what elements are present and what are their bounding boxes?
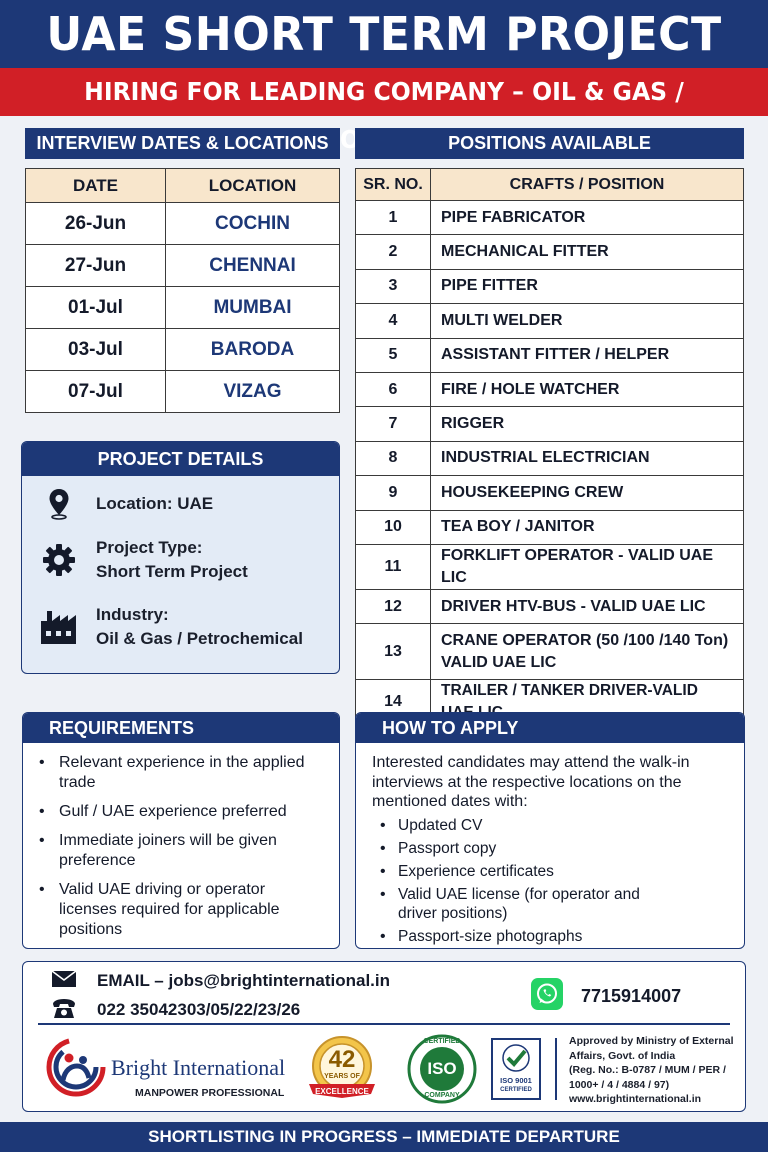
table-row (26, 329, 340, 371)
table-row (356, 304, 744, 338)
page-title: UAE SHORT TERM PROJECT (46, 7, 722, 61)
requirements-title: REQUIREMENTS (23, 713, 339, 743)
position-name: DRIVER HTV-BUS - VALID UAE LIC (431, 589, 744, 623)
project-location (22, 488, 339, 520)
list-item: • Passport copy (356, 839, 654, 858)
position-name: INDUSTRIAL ELECTRICIAN (431, 441, 744, 475)
interview-date: 03-Jul (26, 329, 166, 371)
company-name: Bright International (111, 1055, 286, 1080)
table-row (356, 235, 744, 269)
iso-certified-text: CERTIFIED (423, 1038, 461, 1045)
how-to-apply-intro: Interested candidates may attend the walk-in interviews at the respective locations on the mentioned dates with: (372, 754, 690, 810)
project-type-text (96, 536, 248, 584)
company-tagline: MANPOWER PROFESSIONAL (135, 1087, 285, 1099)
table-row (356, 624, 744, 680)
position-name: TRAILER / TANKER DRIVER-VALID (431, 680, 744, 725)
project-type-value: Short Term Project (96, 562, 248, 581)
position-number: 7 (356, 407, 431, 441)
position-name: RIGGER (431, 407, 744, 441)
table-row (356, 544, 744, 589)
company-logo-icon (45, 1036, 107, 1098)
table-row (356, 338, 744, 372)
subheader-banner (0, 68, 768, 116)
interview-location: CHENNAI (166, 245, 340, 287)
table-row (356, 510, 744, 544)
contact-divider (38, 1023, 730, 1025)
position-number: 8 (356, 441, 431, 475)
list-item: • Valid UAE driving or operator licenses required for applicable positions (23, 880, 309, 940)
requirements-list (23, 743, 339, 940)
requirements-panel (22, 712, 340, 949)
position-number: 11 (356, 544, 431, 589)
phone-text[interactable]: 022 35042303/05/22/23/26 (97, 1000, 301, 1019)
how-to-apply-list (356, 816, 744, 946)
project-details-panel (21, 441, 340, 674)
table-row (356, 201, 744, 235)
table-row (26, 287, 340, 329)
project-industry (22, 602, 339, 652)
table-row (356, 441, 744, 475)
position-name-line: VALID UAE LIC (441, 653, 557, 671)
position-number: 3 (356, 269, 431, 303)
list-item: • Valid UAE license (for operator and driver positions) (356, 885, 654, 923)
list-item: • Immediate joiners will be given preference (23, 831, 309, 871)
list-item: • Updated CV (356, 816, 654, 835)
iso-text: ISO (427, 1059, 457, 1078)
approval-line: (Reg. No.: B-0787 / MUM / PER / (569, 1064, 726, 1076)
position-name (431, 624, 744, 680)
interview-location: BARODA (166, 329, 340, 371)
position-name: FIRE / HOLE WATCHER (431, 372, 744, 406)
position-number: 5 (356, 338, 431, 372)
interview-date: 07-Jul (26, 371, 166, 413)
contact-panel (22, 961, 746, 1112)
position-number: 14 (356, 680, 431, 725)
position-number: 13 (356, 624, 431, 680)
positions-table (355, 168, 744, 725)
position-column-header: CRAFTS / POSITION (431, 169, 744, 201)
position-name-line: CRANE OPERATOR (50 /100 /140 Ton) (441, 631, 729, 649)
position-number: 12 (356, 589, 431, 623)
approval-line: 1000+ / 4 / 4884 / 97) (569, 1078, 670, 1091)
position-number: 4 (356, 304, 431, 338)
approval-divider (555, 1038, 557, 1100)
project-location-text: Location: UAE (96, 494, 214, 513)
project-industry-label: Industry: (96, 605, 169, 624)
email-row[interactable] (51, 970, 390, 992)
checkmark-icon (493, 1042, 539, 1074)
list-item: • Relevant experience in the applied trade (23, 753, 309, 793)
iso-9001-sub: CERTIFIED (500, 1087, 532, 1093)
list-item: • Gulf / UAE experience preferred (23, 802, 309, 822)
whatsapp-icon (531, 978, 581, 1015)
website-link[interactable]: www.brightinternational.in (569, 1093, 702, 1105)
project-industry-text (96, 603, 303, 651)
location-pin-icon (22, 488, 96, 520)
interview-table-header (26, 169, 340, 203)
position-name: PIPE FITTER (431, 269, 744, 303)
table-row (356, 372, 744, 406)
date-column-header: DATE (26, 169, 166, 203)
position-number: 6 (356, 372, 431, 406)
list-item: • Passport-size photographs (356, 927, 654, 946)
position-number: 10 (356, 510, 431, 544)
sr-no-column-header: SR. NO. (356, 169, 431, 201)
table-row (26, 203, 340, 245)
interview-date: 27-Jun (26, 245, 166, 287)
interview-location: VIZAG (166, 371, 340, 413)
badge-years-label: YEARS OF (324, 1073, 360, 1080)
position-name: HOUSEKEEPING CREW (431, 476, 744, 510)
position-name: TEA BOY / JANITOR (431, 510, 744, 544)
gear-icon (22, 543, 96, 577)
approval-line: Affairs, Govt. of India (569, 1049, 676, 1062)
telephone-icon (51, 997, 97, 1024)
interview-section-title: INTERVIEW DATES & LOCATIONS (25, 128, 340, 159)
header-banner (0, 0, 768, 68)
project-details-title: PROJECT DETAILS (22, 442, 339, 476)
table-row (356, 407, 744, 441)
position-name: MULTI WELDER (431, 304, 744, 338)
envelope-icon (51, 970, 97, 993)
how-to-apply-panel (355, 712, 745, 949)
badge-years: 42 (328, 1046, 356, 1073)
project-type-label: Project Type: (96, 538, 203, 557)
interview-date: 26-Jun (26, 203, 166, 245)
position-number: 1 (356, 201, 431, 235)
position-number: 2 (356, 235, 431, 269)
interview-date: 01-Jul (26, 287, 166, 329)
project-industry-value: Oil & Gas / Petrochemical (96, 629, 303, 648)
iso-9001-text: ISO 9001 (500, 1076, 532, 1085)
position-number: 9 (356, 476, 431, 510)
project-type (22, 535, 339, 585)
position-name: MECHANICAL FITTER (431, 235, 744, 269)
badge-excellence: EXCELLENCE (315, 1087, 369, 1096)
approval-line: Approved by Ministry of External (569, 1035, 734, 1047)
whatsapp-number[interactable]: 7715914007 (581, 985, 682, 1006)
whatsapp-row[interactable] (531, 980, 681, 1012)
footer-banner: SHORTLISTING IN PROGRESS – IMMEDIATE DEPARTURE (0, 1122, 768, 1152)
position-name: PIPE FABRICATOR (431, 201, 744, 235)
interview-table (25, 168, 340, 413)
positions-section-title: POSITIONS AVAILABLE (355, 128, 744, 159)
phone-row[interactable] (51, 998, 300, 1022)
table-row (26, 371, 340, 413)
list-item: • Experience certificates (356, 862, 654, 881)
how-to-apply-title: HOW TO APPLY (356, 713, 744, 743)
factory-icon (22, 609, 96, 645)
years-badge-icon (303, 1034, 381, 1106)
iso-9001-badge (491, 1038, 541, 1100)
table-row (356, 476, 744, 510)
positions-table-header (356, 169, 744, 201)
location-column-header: LOCATION (166, 169, 340, 203)
interview-location: MUMBAI (166, 287, 340, 329)
approval-text (569, 1034, 745, 1107)
table-row (356, 589, 744, 623)
position-name: ASSISTANT FITTER / HELPER (431, 338, 744, 372)
email-text[interactable]: EMAIL – jobs@brightinternational.in (97, 971, 390, 990)
iso-company-text: COMPANY (424, 1092, 460, 1099)
iso-seal-icon (407, 1034, 477, 1104)
table-row (26, 245, 340, 287)
interview-location: COCHIN (166, 203, 340, 245)
table-row (356, 269, 744, 303)
position-name: FORKLIFT OPERATOR - VALID UAE LIC (431, 544, 744, 589)
page-subtitle: HIRING FOR LEADING COMPANY – OIL & GAS / (84, 77, 684, 106)
